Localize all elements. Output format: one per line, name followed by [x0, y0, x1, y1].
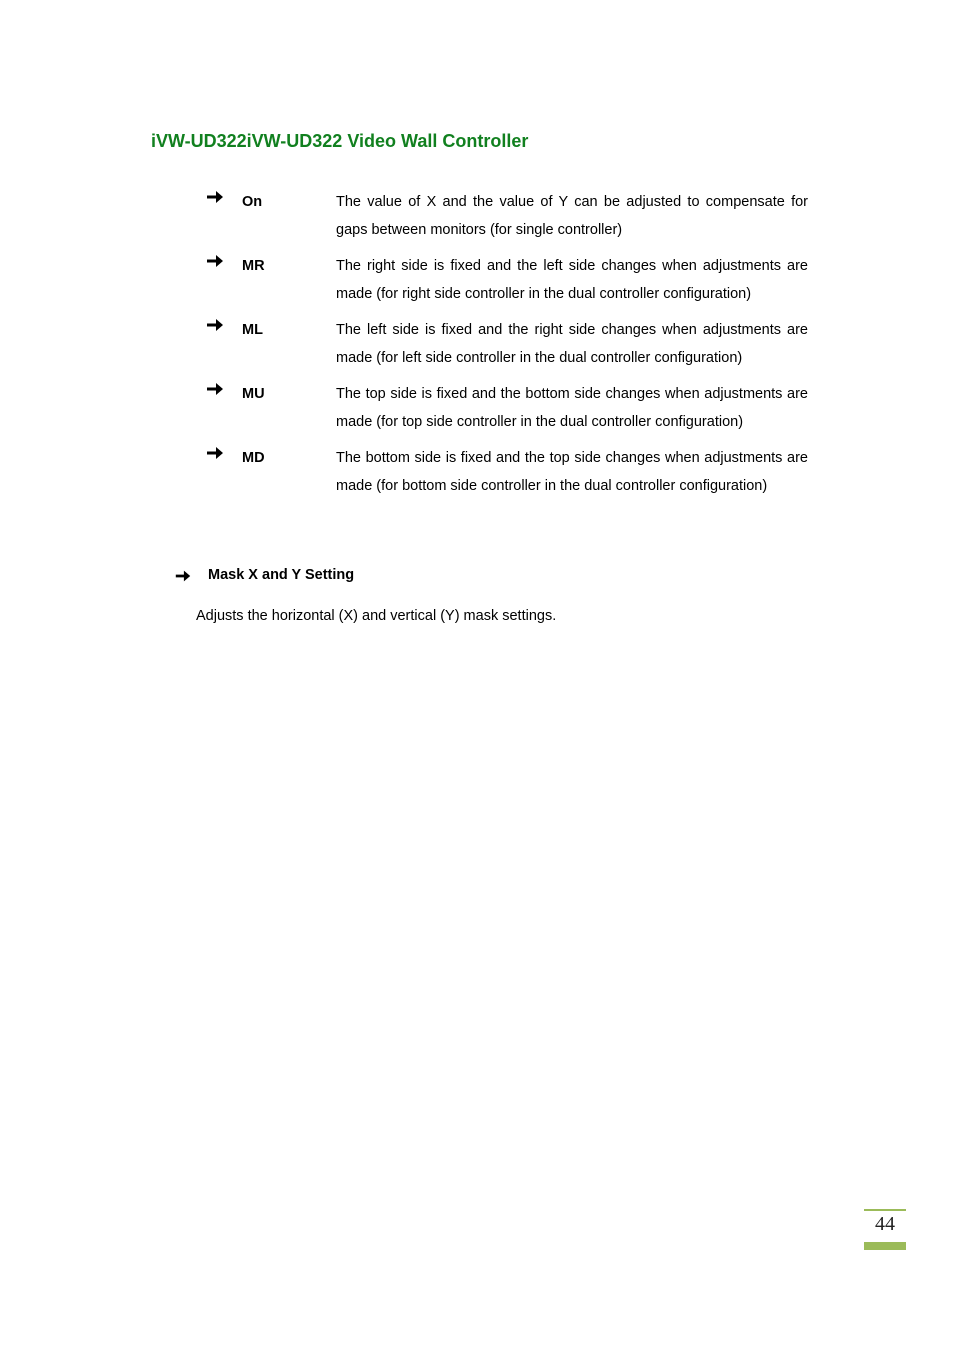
option-term: ML — [242, 322, 263, 338]
option-description: The top side is fixed and the bottom side changes when adjustments are made (for top side controller in the dual controller configuration) — [336, 386, 808, 430]
option-description: The left side is fixed and the right side changes when adjustments are made (for left side controller in the dual controller configuration) — [336, 322, 808, 366]
right-arrow-icon — [205, 187, 225, 207]
section-heading-label: Mask X and Y Setting — [208, 567, 355, 583]
option-term: MR — [242, 258, 265, 274]
right-arrow-icon — [205, 443, 225, 463]
right-arrow-icon — [205, 251, 225, 271]
right-arrow-icon — [205, 315, 225, 335]
right-arrow-icon — [174, 567, 192, 585]
option-item-mu — [205, 380, 808, 436]
option-term: MD — [242, 450, 265, 466]
option-description: The value of X and the value of Y can be adjusted to compensate for gaps between monitors (for single controller) — [336, 194, 808, 238]
page-number — [864, 1209, 906, 1250]
option-term: MU — [242, 386, 265, 402]
page-number-bar — [864, 1242, 906, 1250]
section-body-text: Adjusts the horizontal (X) and vertical (Y) mask settings. — [196, 608, 557, 624]
right-arrow-icon — [205, 379, 225, 399]
option-term: On — [242, 194, 263, 210]
option-description: The right side is fixed and the left side changes when adjustments are made (for right side controller in the dual controller configuration) — [336, 258, 808, 302]
option-item-md — [205, 444, 808, 500]
option-item-mr — [205, 252, 808, 308]
option-list — [205, 188, 808, 508]
page-number-top-rule — [864, 1209, 906, 1211]
page-title: iVW-UD322iVW-UD322 Video Wall Controller — [151, 131, 529, 151]
option-item-ml — [205, 316, 808, 372]
page-number-text: 44 — [875, 1213, 895, 1235]
option-description: The bottom side is fixed and the top side changes when adjustments are made (for bottom side controller in the dual controller configuration) — [336, 450, 808, 494]
option-item-on — [205, 188, 808, 244]
